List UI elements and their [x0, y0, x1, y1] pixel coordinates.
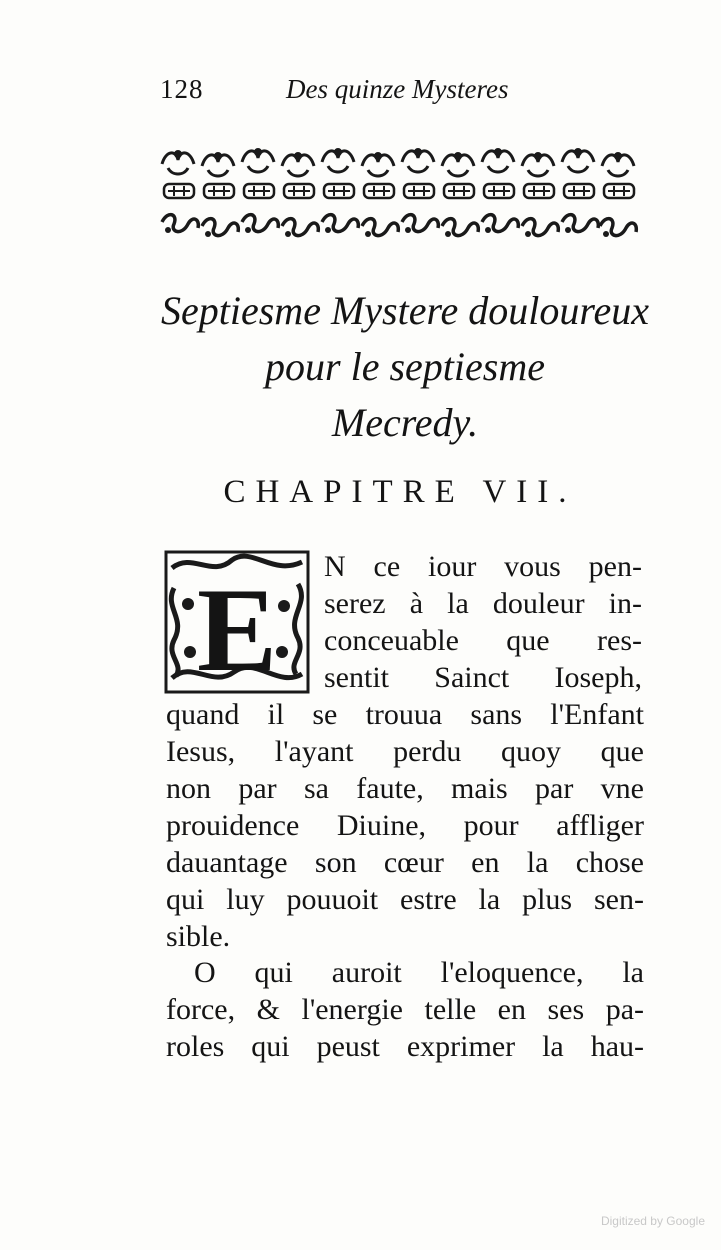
paragraph-1 — [166, 696, 644, 955]
text-line: sentit Sainct Ioseph, — [324, 661, 642, 694]
fleuron-ornament-icon — [160, 142, 640, 254]
text-line: sible. — [166, 920, 231, 953]
ornament-band — [160, 142, 640, 254]
watermark: Digitized by Google — [600, 1214, 705, 1228]
running-head — [160, 74, 580, 110]
drop-cap — [162, 548, 312, 696]
text-line: force, & l'energie telle en ses pa- — [166, 993, 644, 1026]
heading-line: Mecredy. — [331, 400, 479, 445]
text-line: N ce iour vous pen- — [324, 550, 642, 583]
text-line: prouidence Diuine, pour affliger — [166, 809, 644, 842]
text-line: serez à la douleur in- — [324, 587, 642, 620]
paragraph-2 — [166, 954, 644, 1065]
page-number: 128 — [160, 74, 204, 104]
running-title: Des quinze Mysteres — [286, 74, 509, 104]
heading-line: Septiesme Mystere douloureux — [161, 288, 649, 333]
text-line: qui luy pouuoit estre la plus sen- — [166, 883, 644, 916]
text-line: Iesus, l'ayant perdu quoy que — [166, 735, 644, 768]
text-line: roles qui peust exprimer la hau- — [166, 1030, 644, 1063]
text-line: dauantage son cœur en la chose — [166, 846, 644, 879]
drop-cap-ornament-icon — [162, 548, 312, 696]
mystery-heading — [155, 283, 655, 451]
chapter-title: CHAPITRE VII. — [223, 474, 577, 510]
drop-cap-letter: E — [196, 563, 278, 696]
text-line: non par sa faute, mais par vne — [166, 772, 644, 805]
text-line: quand il se trouua sans l'Enfant — [166, 698, 644, 731]
heading-line: pour le septiesme — [265, 344, 545, 389]
text-line: O qui auroit l'eloquence, la — [194, 956, 644, 989]
opening-lines — [324, 548, 642, 696]
text-line: conceuable que res- — [324, 624, 642, 657]
